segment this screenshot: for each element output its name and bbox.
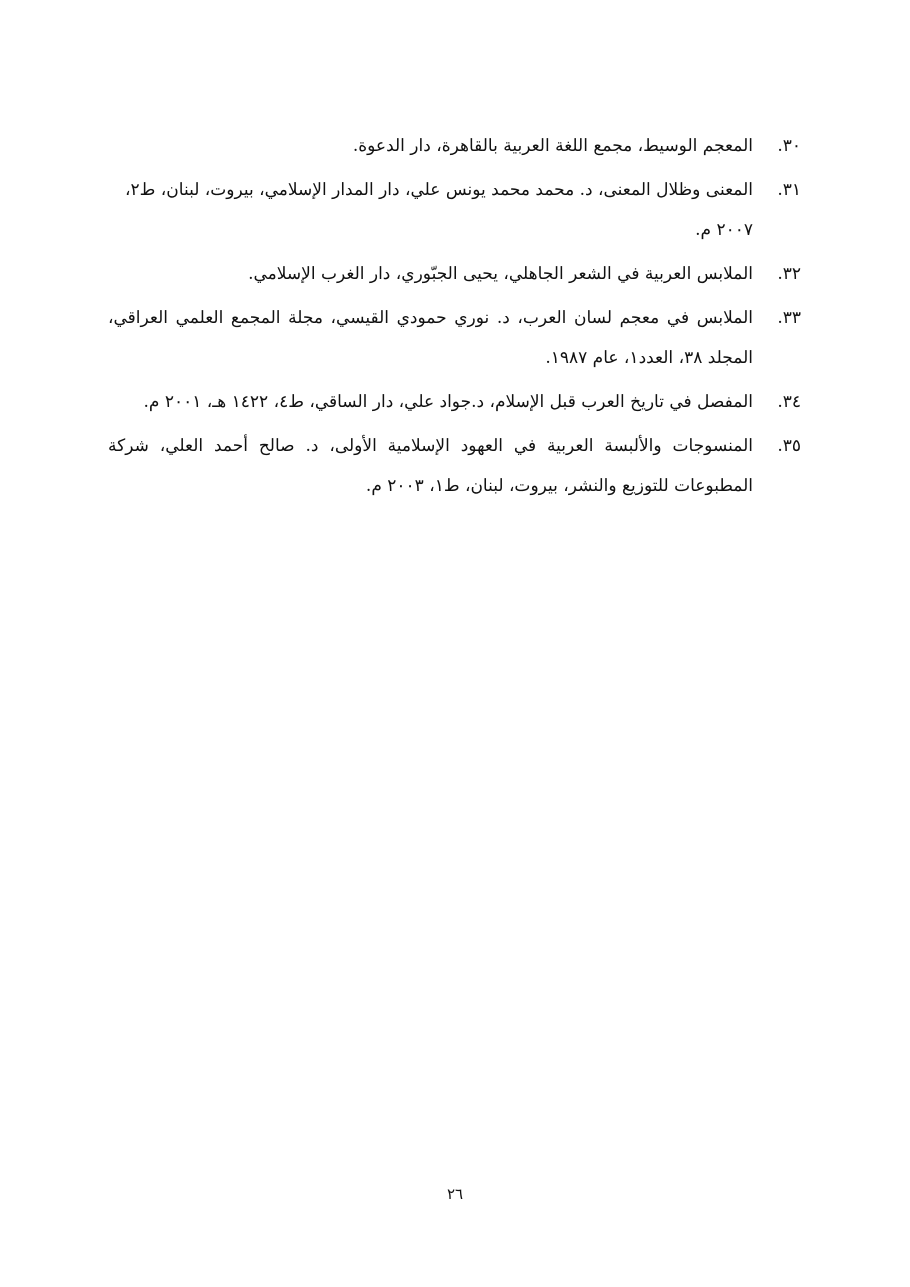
reference-number: ٣٢.: [777, 264, 801, 284]
reference-number: ٣٤.: [777, 392, 801, 412]
reference-number: ٣٣.: [777, 308, 801, 328]
reference-text: الملابس في معجم لسان العرب، د. نوري حمودي القيسي، مجلة المجمع العلمي العراقي، المجلد ٣٨، العدد١، عام ١٩٨٧.: [108, 308, 753, 368]
reference-list: [108, 126, 801, 510]
reference-number: ٣٠.: [777, 136, 801, 156]
reference-text: المنسوجات والألبسة العربية في العهود الإسلامية الأولى، د. صالح أحمد العلي، شركة المطبوعات للتوزيع والنشر، بيروت، لبنان، ط١، ٢٠٠٣ م.: [108, 436, 753, 496]
reference-item: [108, 126, 801, 166]
reference-item: [108, 298, 801, 378]
reference-text: الملابس العربية في الشعر الجاهلي، يحيى الجبّوري، دار الغرب الإسلامي.: [248, 264, 753, 284]
reference-text: المعنى وظلال المعنى، د. محمد محمد يونس علي، دار المدار الإسلامي، بيروت، لبنان، ط٢،: [125, 180, 753, 200]
reference-number: ٣١.: [777, 180, 801, 200]
reference-number: ٣٥.: [777, 436, 801, 456]
reference-item: [108, 382, 801, 422]
reference-text: المفصل في تاريخ العرب قبل الإسلام، د.جواد علي، دار الساقي، ط٤، ١٤٢٢ هـ، ٢٠٠١ م.: [143, 392, 753, 412]
page-number: ٢٦: [446, 1185, 464, 1203]
reference-text: المعجم الوسيط، مجمع اللغة العربية بالقاهرة، دار الدعوة.: [352, 136, 753, 156]
reference-item: [108, 170, 801, 250]
reference-item: [108, 254, 801, 294]
reference-text-continuation: ٢٠٠٧ م.: [695, 220, 753, 240]
reference-item: [108, 426, 801, 506]
